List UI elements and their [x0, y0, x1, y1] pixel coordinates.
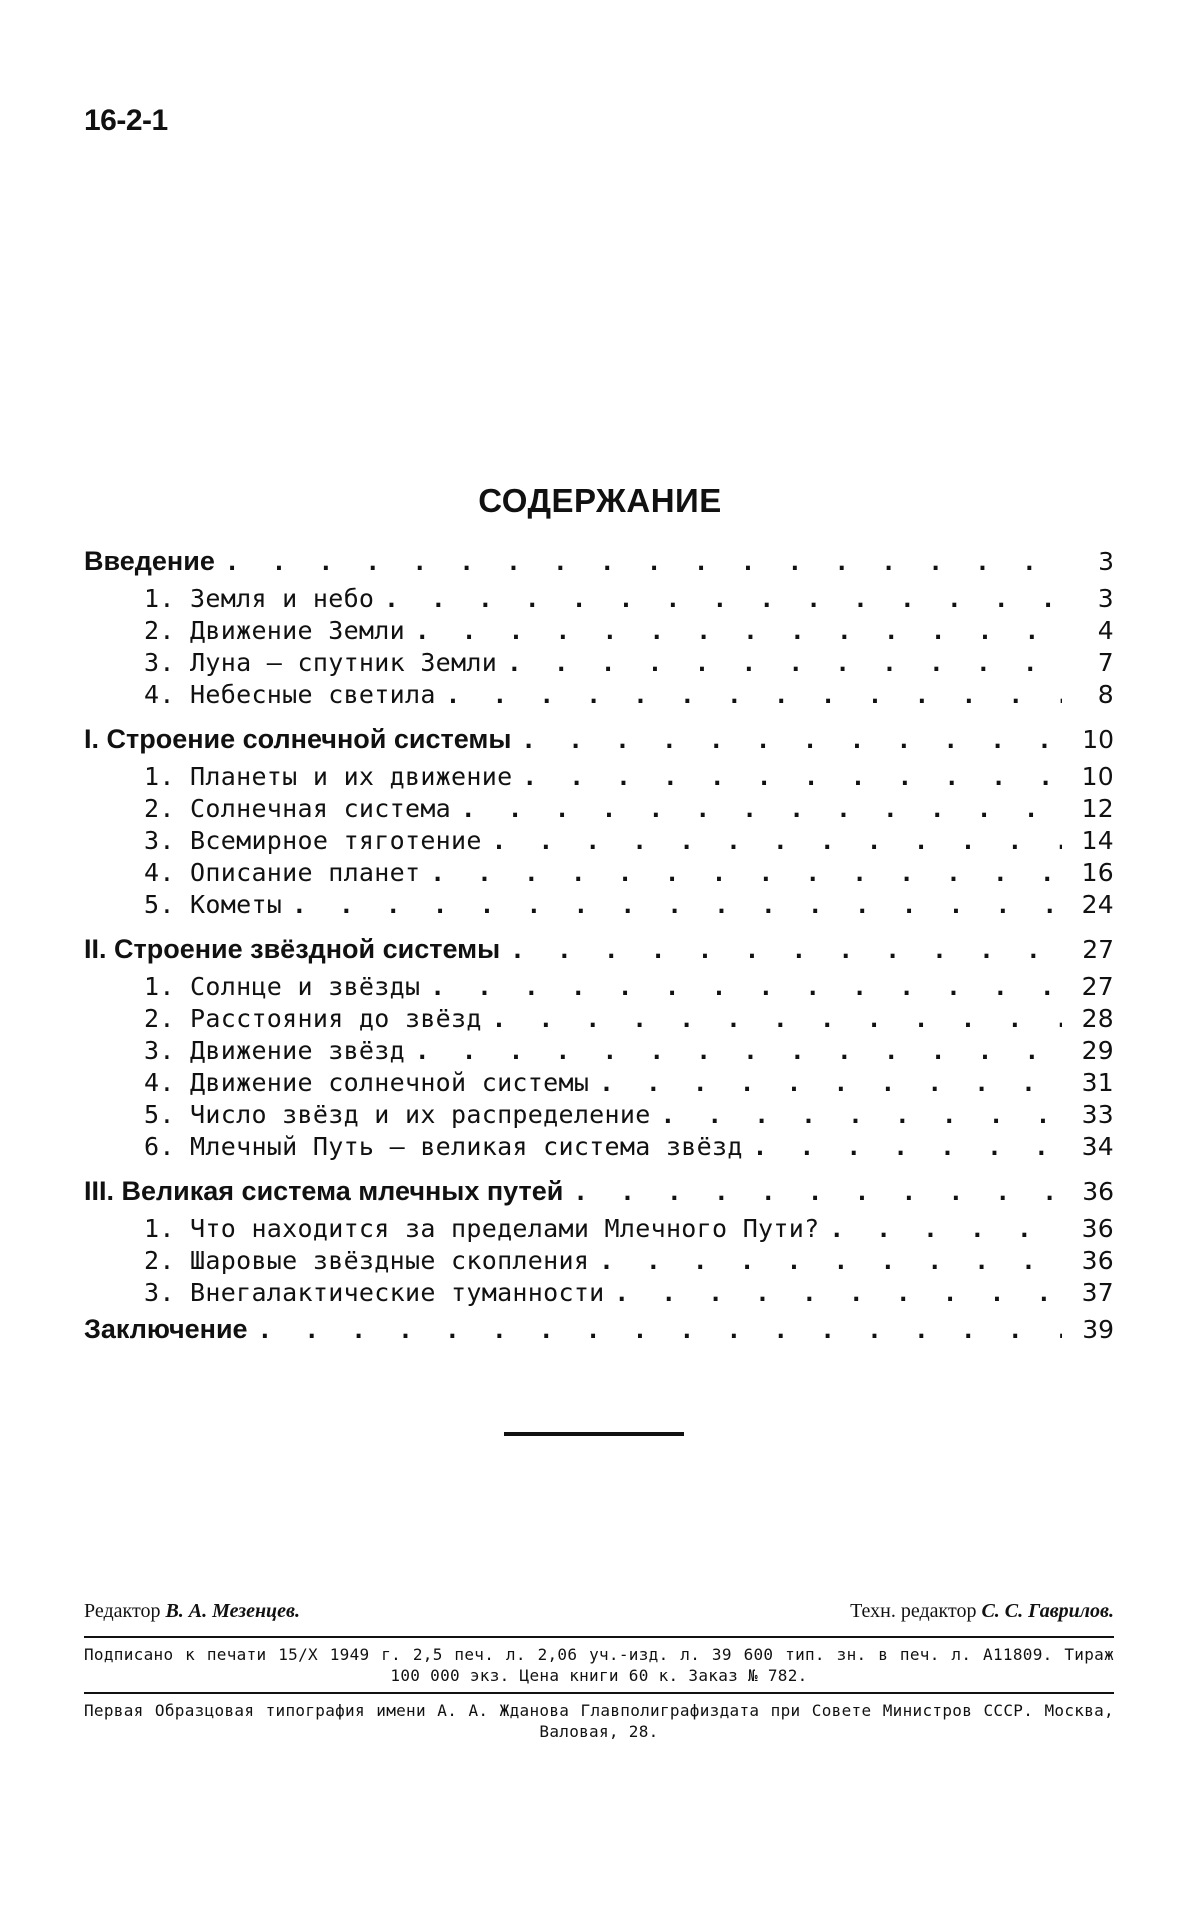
toc-dot-leader	[292, 891, 1062, 919]
toc-item-page: 29	[1081, 1036, 1114, 1065]
toc-dot-leader	[430, 973, 1062, 1001]
tech-editor-name: С. С. Гаврилов.	[981, 1600, 1114, 1622]
toc-item-title: 2. Расстояния до звёзд	[144, 1004, 482, 1033]
toc-item-title: 3. Луна — спутник Земли	[144, 648, 498, 677]
toc-chapter-title: III. Великая система млечных путей	[84, 1176, 564, 1206]
toc-item-page: 24	[1081, 890, 1114, 919]
toc-item-title: 6. Млечный Путь — великая система звёзд	[144, 1132, 743, 1161]
toc-dot-leader	[599, 1069, 1062, 1097]
toc-item-title: 1. Что находится за пределами Млечного Пути?	[144, 1214, 820, 1243]
toc-item-title: 4. Описание планет	[144, 858, 421, 887]
toc-chapter-page: 27	[1082, 935, 1114, 964]
toc-title: СОДЕРЖАНИЕ	[478, 482, 722, 519]
toc-item-title: 3. Всемирное тяготение	[144, 826, 482, 855]
editor-name: В. А. Мезенцев.	[165, 1600, 300, 1622]
table-of-contents	[84, 546, 1114, 1352]
toc-item-title: 2. Солнечная система	[144, 794, 452, 823]
toc-item-page: 14	[1081, 826, 1114, 855]
toc-item-page: 36	[1081, 1246, 1114, 1275]
toc-section	[84, 934, 1114, 1164]
toc-dot-leader	[573, 1178, 1062, 1206]
toc-dot-leader	[415, 617, 1062, 645]
toc-item-row	[84, 616, 1114, 648]
toc-section	[84, 546, 1114, 712]
toc-item-row	[84, 794, 1114, 826]
toc-conclusion-row	[84, 1314, 1114, 1352]
editor-label: Редактор	[84, 1600, 161, 1622]
imprint	[84, 1600, 1114, 1742]
toc-item-page: 27	[1081, 972, 1114, 1001]
toc-item-title: 2. Шаровые звёздные скопления	[144, 1246, 590, 1275]
toc-item-page: 34	[1081, 1132, 1114, 1161]
toc-chapter-row	[84, 724, 1114, 762]
toc-item-page: 36	[1081, 1214, 1114, 1243]
tech-editor-label: Техн. редактор	[850, 1600, 977, 1622]
divider-rule	[504, 1432, 684, 1436]
toc-item-row	[84, 890, 1114, 922]
toc-item-title: 1. Планеты и их движение	[144, 762, 513, 791]
toc-item-page: 8	[1097, 680, 1114, 709]
toc-item-page: 28	[1081, 1004, 1114, 1033]
toc-item-row	[84, 1246, 1114, 1278]
toc-section	[84, 1176, 1114, 1310]
toc-dot-leader	[661, 1101, 1062, 1129]
imprint-rule	[84, 1636, 1114, 1638]
toc-item-title: 4. Движение солнечной системы	[144, 1068, 590, 1097]
toc-sections	[84, 546, 1114, 1310]
toc-chapter-page: 3	[1098, 547, 1114, 576]
toc-item-page: 37	[1081, 1278, 1114, 1307]
toc-item-row	[84, 1100, 1114, 1132]
tech-editor-credit	[850, 1600, 1114, 1623]
toc-chapter-page: 36	[1082, 1177, 1114, 1206]
toc-item-page: 3	[1097, 584, 1114, 613]
print-details: Подписано к печати 15/X 1949 г. 2,5 печ. л. 2,06 уч.-изд. л. 39 600 тип. зн. в печ. л. А11809. Тираж 100 000 экз. Цена книги 60 к. Заказ № 782.	[84, 1645, 1114, 1685]
page-code: 16-2-1	[84, 104, 168, 137]
toc-dot-leader	[446, 681, 1062, 709]
toc-item-row	[84, 584, 1114, 616]
toc-chapter-title: Введение	[84, 546, 215, 576]
toc-item-row	[84, 680, 1114, 712]
toc-dot-leader	[492, 1005, 1062, 1033]
toc-item-page: 33	[1081, 1100, 1114, 1129]
toc-chapter-title: I. Строение солнечной системы	[84, 724, 512, 754]
toc-item-page: 16	[1081, 858, 1114, 887]
toc-dot-leader	[507, 649, 1062, 677]
toc-item-row	[84, 1004, 1114, 1036]
toc-item-row	[84, 1214, 1114, 1246]
toc-item-title: 4. Небесные светила	[144, 680, 436, 709]
toc-item-row	[84, 972, 1114, 1004]
toc-item-row	[84, 648, 1114, 680]
toc-dot-leader	[461, 795, 1062, 823]
toc-item-page: 10	[1081, 762, 1114, 791]
toc-dot-leader	[430, 859, 1062, 887]
credits-line	[84, 1600, 1114, 1630]
editor-credit	[84, 1600, 300, 1623]
toc-chapter-row	[84, 546, 1114, 584]
toc-conclusion-page: 39	[1082, 1315, 1114, 1344]
toc-item-title: 3. Внегалактические туманности	[144, 1278, 605, 1307]
toc-dot-leader	[599, 1247, 1062, 1275]
toc-item-page: 31	[1081, 1068, 1114, 1097]
printer-details: Первая Образцовая типография имени А. А. Жданова Главполиграфиздата при Совете Министров СССР. Москва, Валовая, 28.	[84, 1701, 1114, 1741]
toc-dot-leader	[415, 1037, 1062, 1065]
toc-dot-leader	[753, 1133, 1062, 1161]
toc-item-row	[84, 1278, 1114, 1310]
toc-item-row	[84, 858, 1114, 890]
toc-dot-leader	[522, 763, 1062, 791]
toc-item-row	[84, 762, 1114, 794]
toc-dot-leader	[829, 1215, 1062, 1243]
toc-chapter-title: II. Строение звёздной системы	[84, 934, 501, 964]
toc-item-title: 1. Земля и небо	[144, 584, 375, 613]
toc-dot-leader	[225, 548, 1062, 576]
toc-section	[84, 724, 1114, 922]
toc-item-page: 7	[1097, 648, 1114, 677]
toc-item-row	[84, 826, 1114, 858]
toc-dot-leader	[521, 726, 1062, 754]
imprint-rule	[84, 1692, 1114, 1694]
toc-conclusion-title: Заключение	[84, 1314, 248, 1344]
toc-item-title: 2. Движение Земли	[144, 616, 405, 645]
toc-item-title: 3. Движение звёзд	[144, 1036, 405, 1065]
toc-chapter-page: 10	[1082, 725, 1114, 754]
toc-dot-leader	[492, 827, 1062, 855]
toc-item-row	[84, 1132, 1114, 1164]
toc-dot-leader	[384, 585, 1062, 613]
toc-item-page: 4	[1097, 616, 1114, 645]
toc-chapter-row	[84, 1176, 1114, 1214]
toc-dot-leader	[258, 1316, 1062, 1344]
toc-item-title: 5. Число звёзд и их распределение	[144, 1100, 651, 1129]
toc-item-title: 1. Солнце и звёзды	[144, 972, 421, 1001]
toc-item-title: 5. Кометы	[144, 890, 283, 919]
toc-dot-leader	[615, 1279, 1062, 1307]
toc-chapter-row	[84, 934, 1114, 972]
toc-dot-leader	[510, 936, 1062, 964]
toc-item-row	[84, 1036, 1114, 1068]
toc-item-page: 12	[1081, 794, 1114, 823]
toc-item-row	[84, 1068, 1114, 1100]
